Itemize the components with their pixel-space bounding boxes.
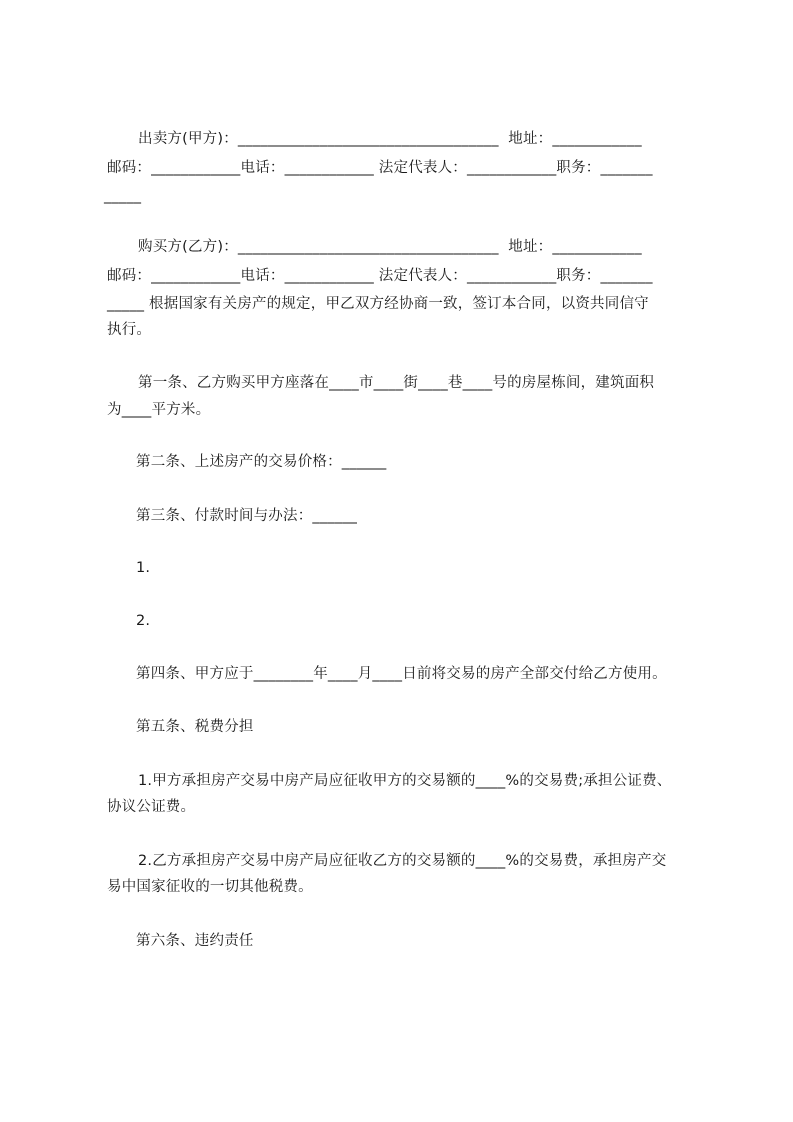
buyer-line-4: 执行。 xyxy=(107,322,152,338)
buyer-line-2: 邮码：____________电话：____________ 法定代表人：____________职务：_______ xyxy=(107,268,653,284)
seller-line-1: 出卖方(甲方)：___________________________________ 地址：____________ xyxy=(138,131,642,147)
buyer-line-1: 购买方(乙方)：___________________________________ 地址：____________ xyxy=(138,239,642,255)
article-6-heading: 第六条、违约责任 xyxy=(136,933,254,949)
article-1-line-2: 为____平方米。 xyxy=(107,402,211,418)
article-3-item-2: 2. xyxy=(136,613,151,629)
article-3-item-1: 1. xyxy=(136,560,151,576)
article-1-line-1: 第一条、乙方购买甲方座落在____市____街____巷____号的房屋栋间，建筑面积 xyxy=(138,375,655,391)
article-2: 第二条、上述房产的交易价格：______ xyxy=(136,454,387,470)
buyer-line-3: _____ 根据国家有关房产的规定，甲乙双方经协商一致，签订本合同，以资共同信守 xyxy=(107,296,649,312)
article-5-item-1-line-2: 协议公证费。 xyxy=(107,799,196,815)
article-5-item-1-line-1: 1.甲方承担房产交易中房产局应征收甲方的交易额的____%的交易费;承担公证费、 xyxy=(138,773,672,789)
seller-line-2: 邮码：____________电话：____________ 法定代表人：____________职务：_______ xyxy=(107,160,653,176)
article-5-item-2-line-2: 易中国家征收的一切其他税费。 xyxy=(107,879,313,895)
article-5-item-2-line-1: 2.乙方承担房产交易中房产局应征收乙方的交易额的____%的交易费，承担房产交 xyxy=(138,853,667,869)
article-3: 第三条、付款时间与办法：______ xyxy=(136,508,358,524)
seller-line-3: _____ xyxy=(104,188,142,204)
article-5-heading: 第五条、税费分担 xyxy=(136,719,254,735)
article-4: 第四条、甲方应于________年____月____日前将交易的房产全部交付给乙方使用。 xyxy=(136,666,667,682)
